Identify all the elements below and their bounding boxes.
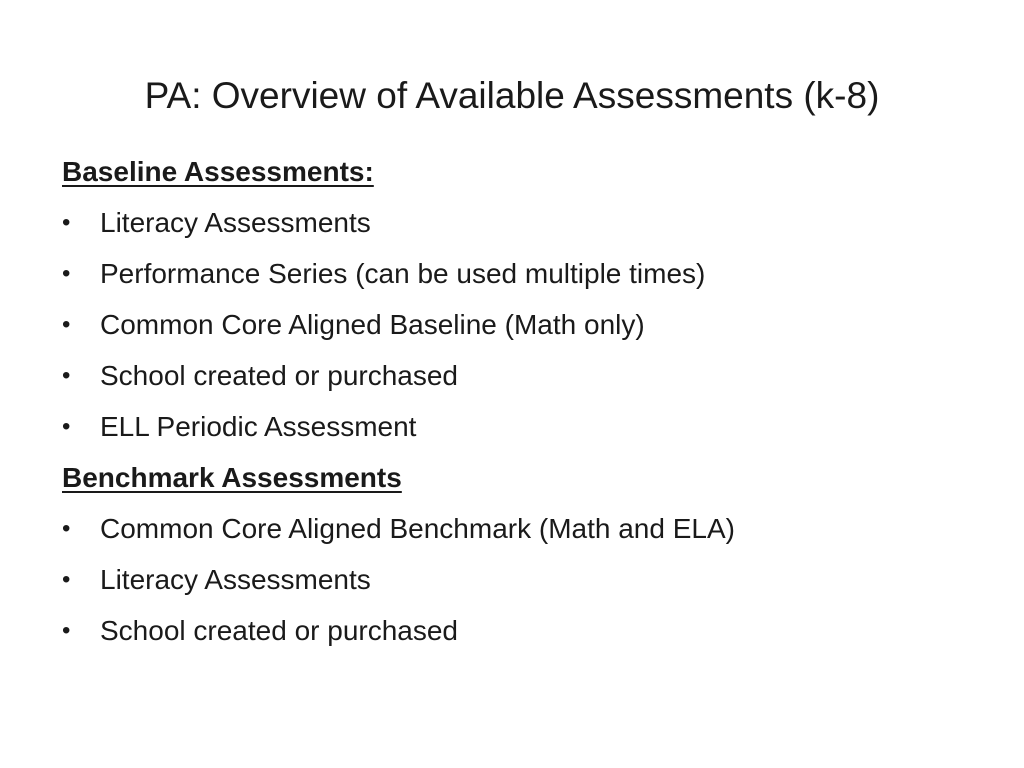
slide-content	[62, 146, 982, 656]
section-baseline-assessments	[62, 146, 982, 452]
bullet-icon: •	[62, 260, 71, 287]
bullet-icon: •	[62, 515, 71, 542]
bullet-item	[62, 299, 982, 350]
section-benchmark-assessments	[62, 452, 982, 656]
bullet-text: Common Core Aligned Baseline (Math only)	[100, 309, 645, 340]
bullet-list	[62, 503, 982, 656]
section-heading: Baseline Assessments:	[62, 156, 374, 187]
bullet-list	[62, 197, 982, 452]
bullet-item	[62, 605, 982, 656]
bullet-icon: •	[62, 413, 71, 440]
bullet-text: Literacy Assessments	[100, 207, 371, 238]
bullet-item	[62, 197, 982, 248]
bullet-item	[62, 401, 982, 452]
bullet-text: Performance Series (can be used multiple times)	[100, 258, 706, 289]
bullet-text: Literacy Assessments	[100, 564, 371, 595]
bullet-text: School created or purchased	[100, 615, 458, 646]
bullet-text: School created or purchased	[100, 360, 458, 391]
bullet-item	[62, 350, 982, 401]
bullet-item	[62, 554, 982, 605]
bullet-icon: •	[62, 617, 71, 644]
bullet-text: Common Core Aligned Benchmark (Math and ELA)	[100, 513, 735, 544]
bullet-text: ELL Periodic Assessment	[100, 411, 417, 442]
section-heading: Benchmark Assessments	[62, 462, 402, 493]
bullet-icon: •	[62, 311, 71, 338]
bullet-icon: •	[62, 209, 71, 236]
bullet-item	[62, 503, 982, 554]
bullet-icon: •	[62, 566, 71, 593]
slide-title: PA: Overview of Available Assessments (k-8)	[144, 75, 880, 116]
bullet-item	[62, 248, 982, 299]
bullet-icon: •	[62, 362, 71, 389]
